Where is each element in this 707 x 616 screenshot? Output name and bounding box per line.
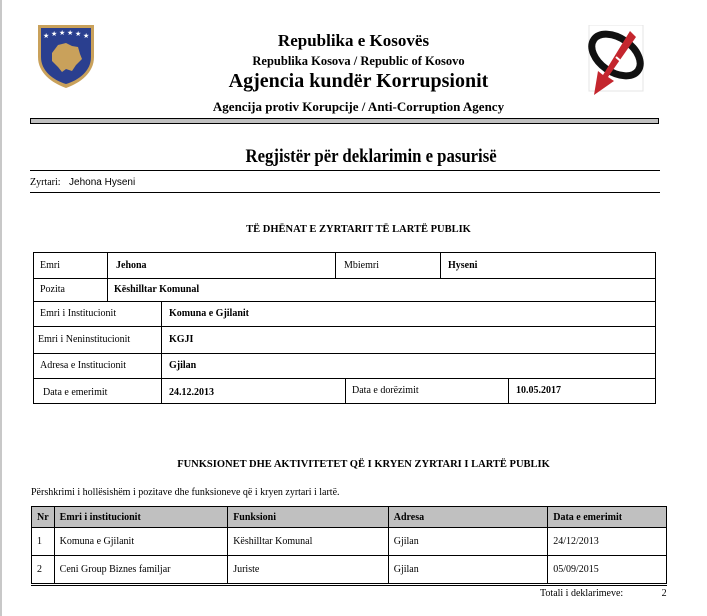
official-label: Zyrtari:	[30, 177, 61, 188]
appointment-date-value: 24.12.2013	[169, 387, 214, 398]
cell-nr: 1	[32, 528, 55, 556]
first-name-value: Jehona	[116, 260, 147, 271]
col-divider	[440, 253, 441, 278]
cell-function: Këshilltar Komunal	[228, 528, 389, 556]
institution-address-label: Adresa e Institucionit	[40, 360, 127, 371]
official-divider	[30, 192, 660, 193]
col-divider	[345, 378, 346, 403]
header-country-name-translations: Republika Kosova / Republic of Kosovo	[252, 54, 465, 68]
row-divider	[34, 301, 655, 302]
first-name-label: Emri	[40, 260, 60, 271]
col-divider	[161, 301, 162, 403]
table-row	[32, 528, 667, 556]
table-header-row	[32, 507, 667, 528]
header-divider-bar	[30, 118, 659, 124]
submission-date-label: Data e dorëzimit	[352, 385, 419, 396]
col-divider	[107, 253, 108, 301]
cell-function: Juriste	[228, 556, 389, 585]
institution-label: Emri i Institucionit	[40, 308, 117, 319]
table-row	[32, 556, 667, 585]
official-name-row	[30, 177, 135, 188]
title-divider	[30, 170, 660, 171]
col-divider	[335, 253, 336, 278]
functions-table	[31, 506, 667, 586]
total-declarations-label: Totali i deklarimeve:	[540, 588, 624, 599]
sub-institution-label: Emri i Neninstitucionit	[38, 334, 131, 345]
row-divider	[34, 353, 655, 354]
svg-text:★: ★	[59, 29, 66, 37]
document-title: Regjistër për deklarimin e pasurisë	[245, 146, 497, 167]
functions-description: Përshkrimi i hollësishëm i pozitave dhe funksioneve që i kryen zyrtari i lartë.	[31, 487, 340, 498]
total-declarations	[540, 588, 667, 599]
column-header-function: Funksioni	[228, 507, 389, 528]
anti-corruption-agency-logo-icon	[586, 25, 644, 97]
sub-institution-value: KGJI	[169, 334, 194, 345]
institution-value: Komuna e Gjilanit	[169, 308, 250, 319]
header-agency-name-translations: Agencija protiv Korupcije / Anti-Corruption Agency	[212, 99, 505, 114]
total-declarations-value: 2	[661, 588, 667, 599]
column-header-institution: Emri i institucionit	[54, 507, 228, 528]
cell-appointment-date: 05/09/2015	[548, 556, 667, 585]
svg-text:★: ★	[83, 32, 90, 40]
col-divider	[508, 378, 509, 403]
header-agency-name: Agjencia kundër Korrupsionit	[228, 70, 489, 92]
appointment-date-label: Data e emerimit	[43, 387, 108, 398]
official-data-section-title: TË DHËNAT E ZYRTARIT TË LARTË PUBLIK	[246, 224, 471, 235]
position-value: Këshilltar Komunal	[114, 284, 200, 295]
svg-text:★: ★	[67, 29, 74, 37]
header-country-name: Republika e Kosovës	[277, 31, 430, 50]
cell-institution: Komuna e Gjilanit	[54, 528, 228, 556]
svg-text:★: ★	[51, 30, 58, 38]
cell-appointment-date: 24/12/2013	[548, 528, 667, 556]
cell-nr: 2	[32, 556, 55, 585]
column-header-appointment-date: Data e emerimit	[548, 507, 667, 528]
cell-address: Gjilan	[388, 528, 548, 556]
official-data-box	[33, 252, 656, 404]
last-name-value: Hyseni	[448, 260, 478, 271]
column-header-address: Adresa	[388, 507, 548, 528]
functions-section-title: FUNKSIONET DHE AKTIVITETET QË I KRYEN ZYRTARI I LARTË PUBLIK	[177, 459, 550, 470]
submission-date-value: 10.05.2017	[516, 385, 561, 396]
cell-address: Gjilan	[388, 556, 548, 585]
svg-text:★: ★	[43, 32, 50, 40]
svg-text:★: ★	[75, 30, 82, 38]
column-header-nr: Nr	[32, 507, 55, 528]
last-name-label: Mbiemri	[344, 260, 379, 271]
institution-address-value: Gjilan	[169, 360, 197, 371]
official-name: Jehona Hyseni	[69, 177, 136, 188]
position-label: Pozita	[40, 284, 65, 295]
cell-institution: Ceni Group Biznes familjar	[54, 556, 228, 585]
